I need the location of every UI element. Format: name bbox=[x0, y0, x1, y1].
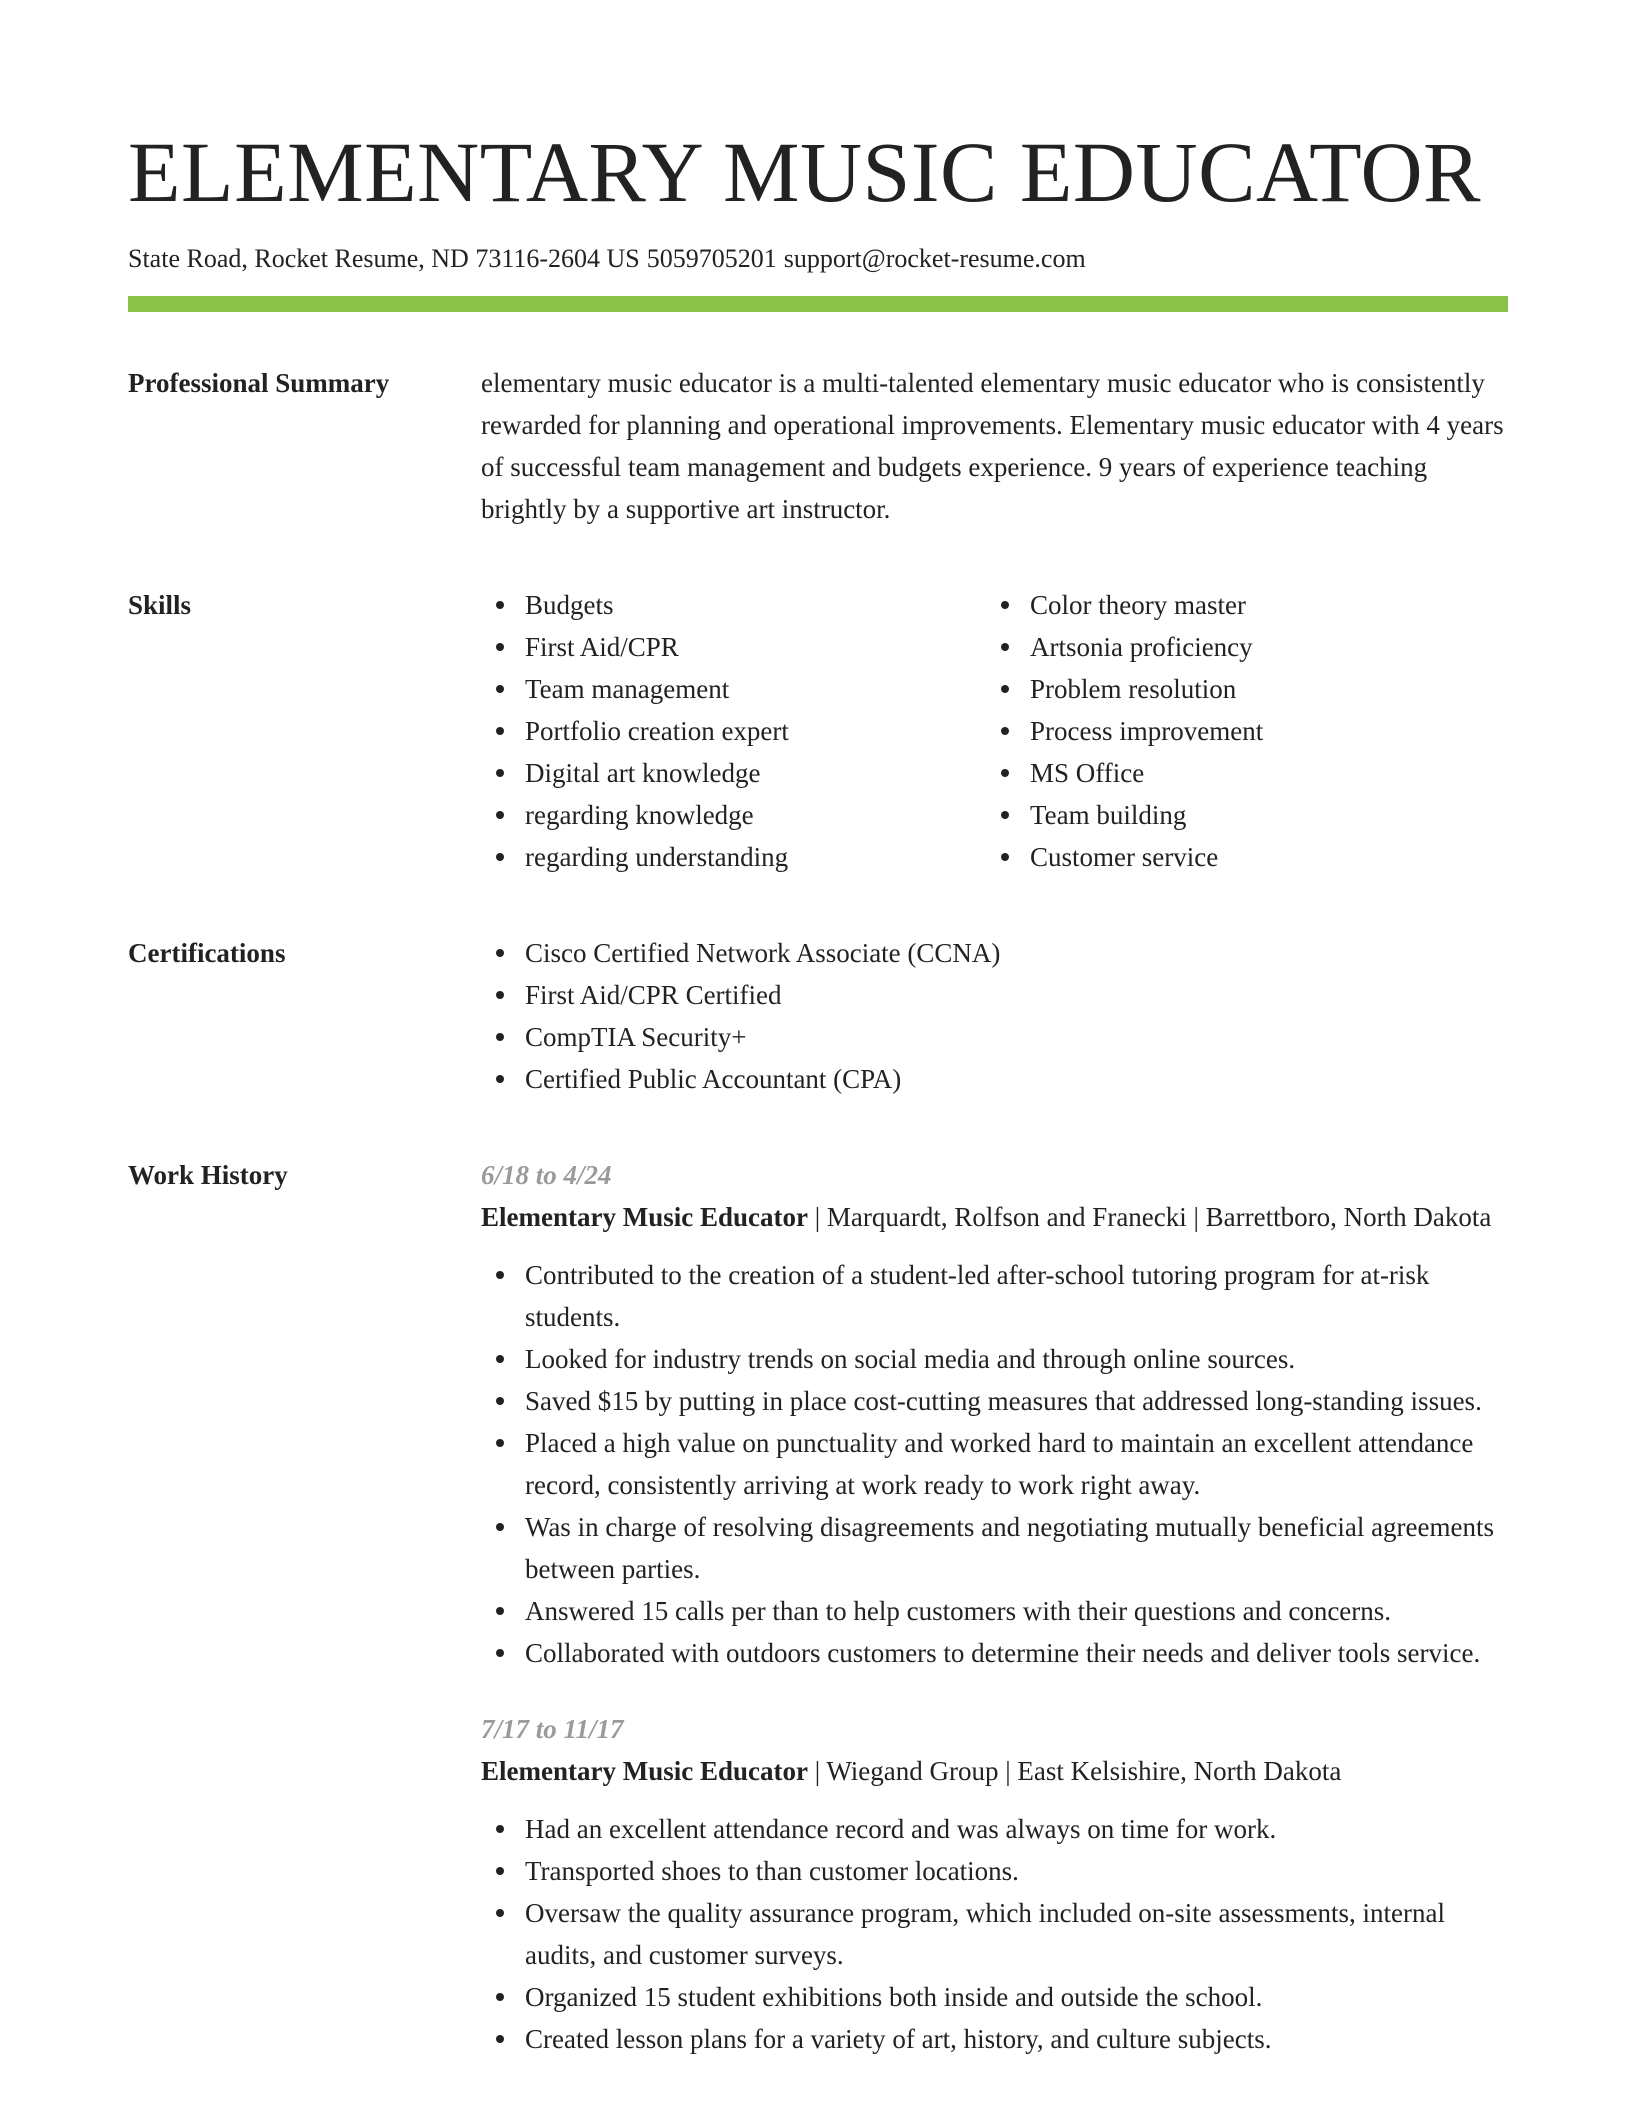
job-bullets bbox=[481, 1808, 1508, 2060]
summary-text: elementary music educator is a multi-talented elementary music educator who is consistently rewarded for planning and operational improvements. Elementary music educator with 4 years of successful team management and budgets experience. 9 years of experience teaching brightly by a supportive art instructor. bbox=[481, 368, 1504, 524]
list-item: Color theory master bbox=[986, 584, 1491, 626]
resume-page bbox=[128, 118, 1508, 2060]
list-item: Team management bbox=[481, 668, 986, 710]
certifications-section bbox=[128, 932, 1508, 1100]
list-item: regarding understanding bbox=[481, 836, 986, 878]
list-item: regarding knowledge bbox=[481, 794, 986, 836]
section-title-skills: Skills bbox=[128, 590, 192, 620]
work-history-section bbox=[128, 1154, 1508, 2060]
job-entry bbox=[481, 1708, 1508, 2060]
job-title: Elementary Music Educator bbox=[481, 1202, 808, 1232]
list-item: Saved $15 by putting in place cost-cutting measures that addressed long-standing issues. bbox=[481, 1380, 1508, 1422]
list-item: Customer service bbox=[986, 836, 1491, 878]
list-item: Created lesson plans for a variety of art, history, and culture subjects. bbox=[481, 2018, 1508, 2060]
list-item: Oversaw the quality assurance program, which included on-site assessments, internal audits, and customer surveys. bbox=[481, 1892, 1508, 1976]
list-item: Organized 15 student exhibitions both inside and outside the school. bbox=[481, 1976, 1508, 2018]
contact-line bbox=[128, 242, 1508, 276]
job-employer: | Wiegand Group | East Kelsishire, North Dakota bbox=[807, 1756, 1342, 1786]
list-item: Team building bbox=[986, 794, 1491, 836]
list-item: Placed a high value on punctuality and worked hard to maintain an excellent attendance record, consistently arriving at work ready to work right away. bbox=[481, 1422, 1508, 1506]
list-item: Problem resolution bbox=[986, 668, 1491, 710]
list-item: Collaborated with outdoors customers to determine their needs and deliver tools service. bbox=[481, 1632, 1508, 1674]
list-item: CompTIA Security+ bbox=[481, 1016, 1508, 1058]
job-dates: 7/17 to 11/17 bbox=[481, 1714, 624, 1744]
section-title-work-history: Work History bbox=[128, 1160, 288, 1190]
list-item: Was in charge of resolving disagreements and negotiating mutually beneficial agreements between parties. bbox=[481, 1506, 1508, 1590]
skills-section bbox=[128, 584, 1508, 878]
header-divider bbox=[128, 296, 1508, 312]
list-item: Portfolio creation expert bbox=[481, 710, 986, 752]
list-item: Process improvement bbox=[986, 710, 1491, 752]
list-item: Cisco Certified Network Associate (CCNA) bbox=[481, 932, 1508, 974]
certifications-list bbox=[481, 932, 1508, 1100]
job-heading bbox=[481, 1750, 1508, 1792]
list-item: First Aid/CPR bbox=[481, 626, 986, 668]
list-item: Budgets bbox=[481, 584, 986, 626]
list-item: Digital art knowledge bbox=[481, 752, 986, 794]
summary-section bbox=[128, 362, 1508, 530]
job-heading bbox=[481, 1196, 1508, 1238]
job-entry bbox=[481, 1154, 1508, 1674]
list-item: Contributed to the creation of a student-led after-school tutoring program for at-risk students. bbox=[481, 1254, 1508, 1338]
list-item: Transported shoes to than customer locations. bbox=[481, 1850, 1508, 1892]
list-item: Had an excellent attendance record and was always on time for work. bbox=[481, 1808, 1508, 1850]
list-item: Artsonia proficiency bbox=[986, 626, 1491, 668]
list-item: Answered 15 calls per than to help customers with their questions and concerns. bbox=[481, 1590, 1508, 1632]
candidate-name: ELEMENTARY MUSIC EDUCATOR bbox=[128, 124, 1482, 220]
address: State Road, Rocket Resume, ND 73116-2604 US bbox=[128, 244, 640, 273]
list-item: MS Office bbox=[986, 752, 1491, 794]
section-title-summary: Professional Summary bbox=[128, 368, 390, 398]
skills-list-left bbox=[481, 584, 986, 878]
email: support@rocket-resume.com bbox=[783, 244, 1086, 273]
job-bullets bbox=[481, 1254, 1508, 1674]
job-dates: 6/18 to 4/24 bbox=[481, 1160, 612, 1190]
phone: 5059705201 bbox=[646, 244, 777, 273]
list-item: First Aid/CPR Certified bbox=[481, 974, 1508, 1016]
job-employer: | Marquardt, Rolfson and Franecki | Barrettboro, North Dakota bbox=[807, 1202, 1492, 1232]
section-title-certifications: Certifications bbox=[128, 938, 286, 968]
skills-list-right bbox=[986, 584, 1491, 878]
job-title: Elementary Music Educator bbox=[481, 1756, 808, 1786]
list-item: Certified Public Accountant (CPA) bbox=[481, 1058, 1508, 1100]
list-item: Looked for industry trends on social media and through online sources. bbox=[481, 1338, 1508, 1380]
